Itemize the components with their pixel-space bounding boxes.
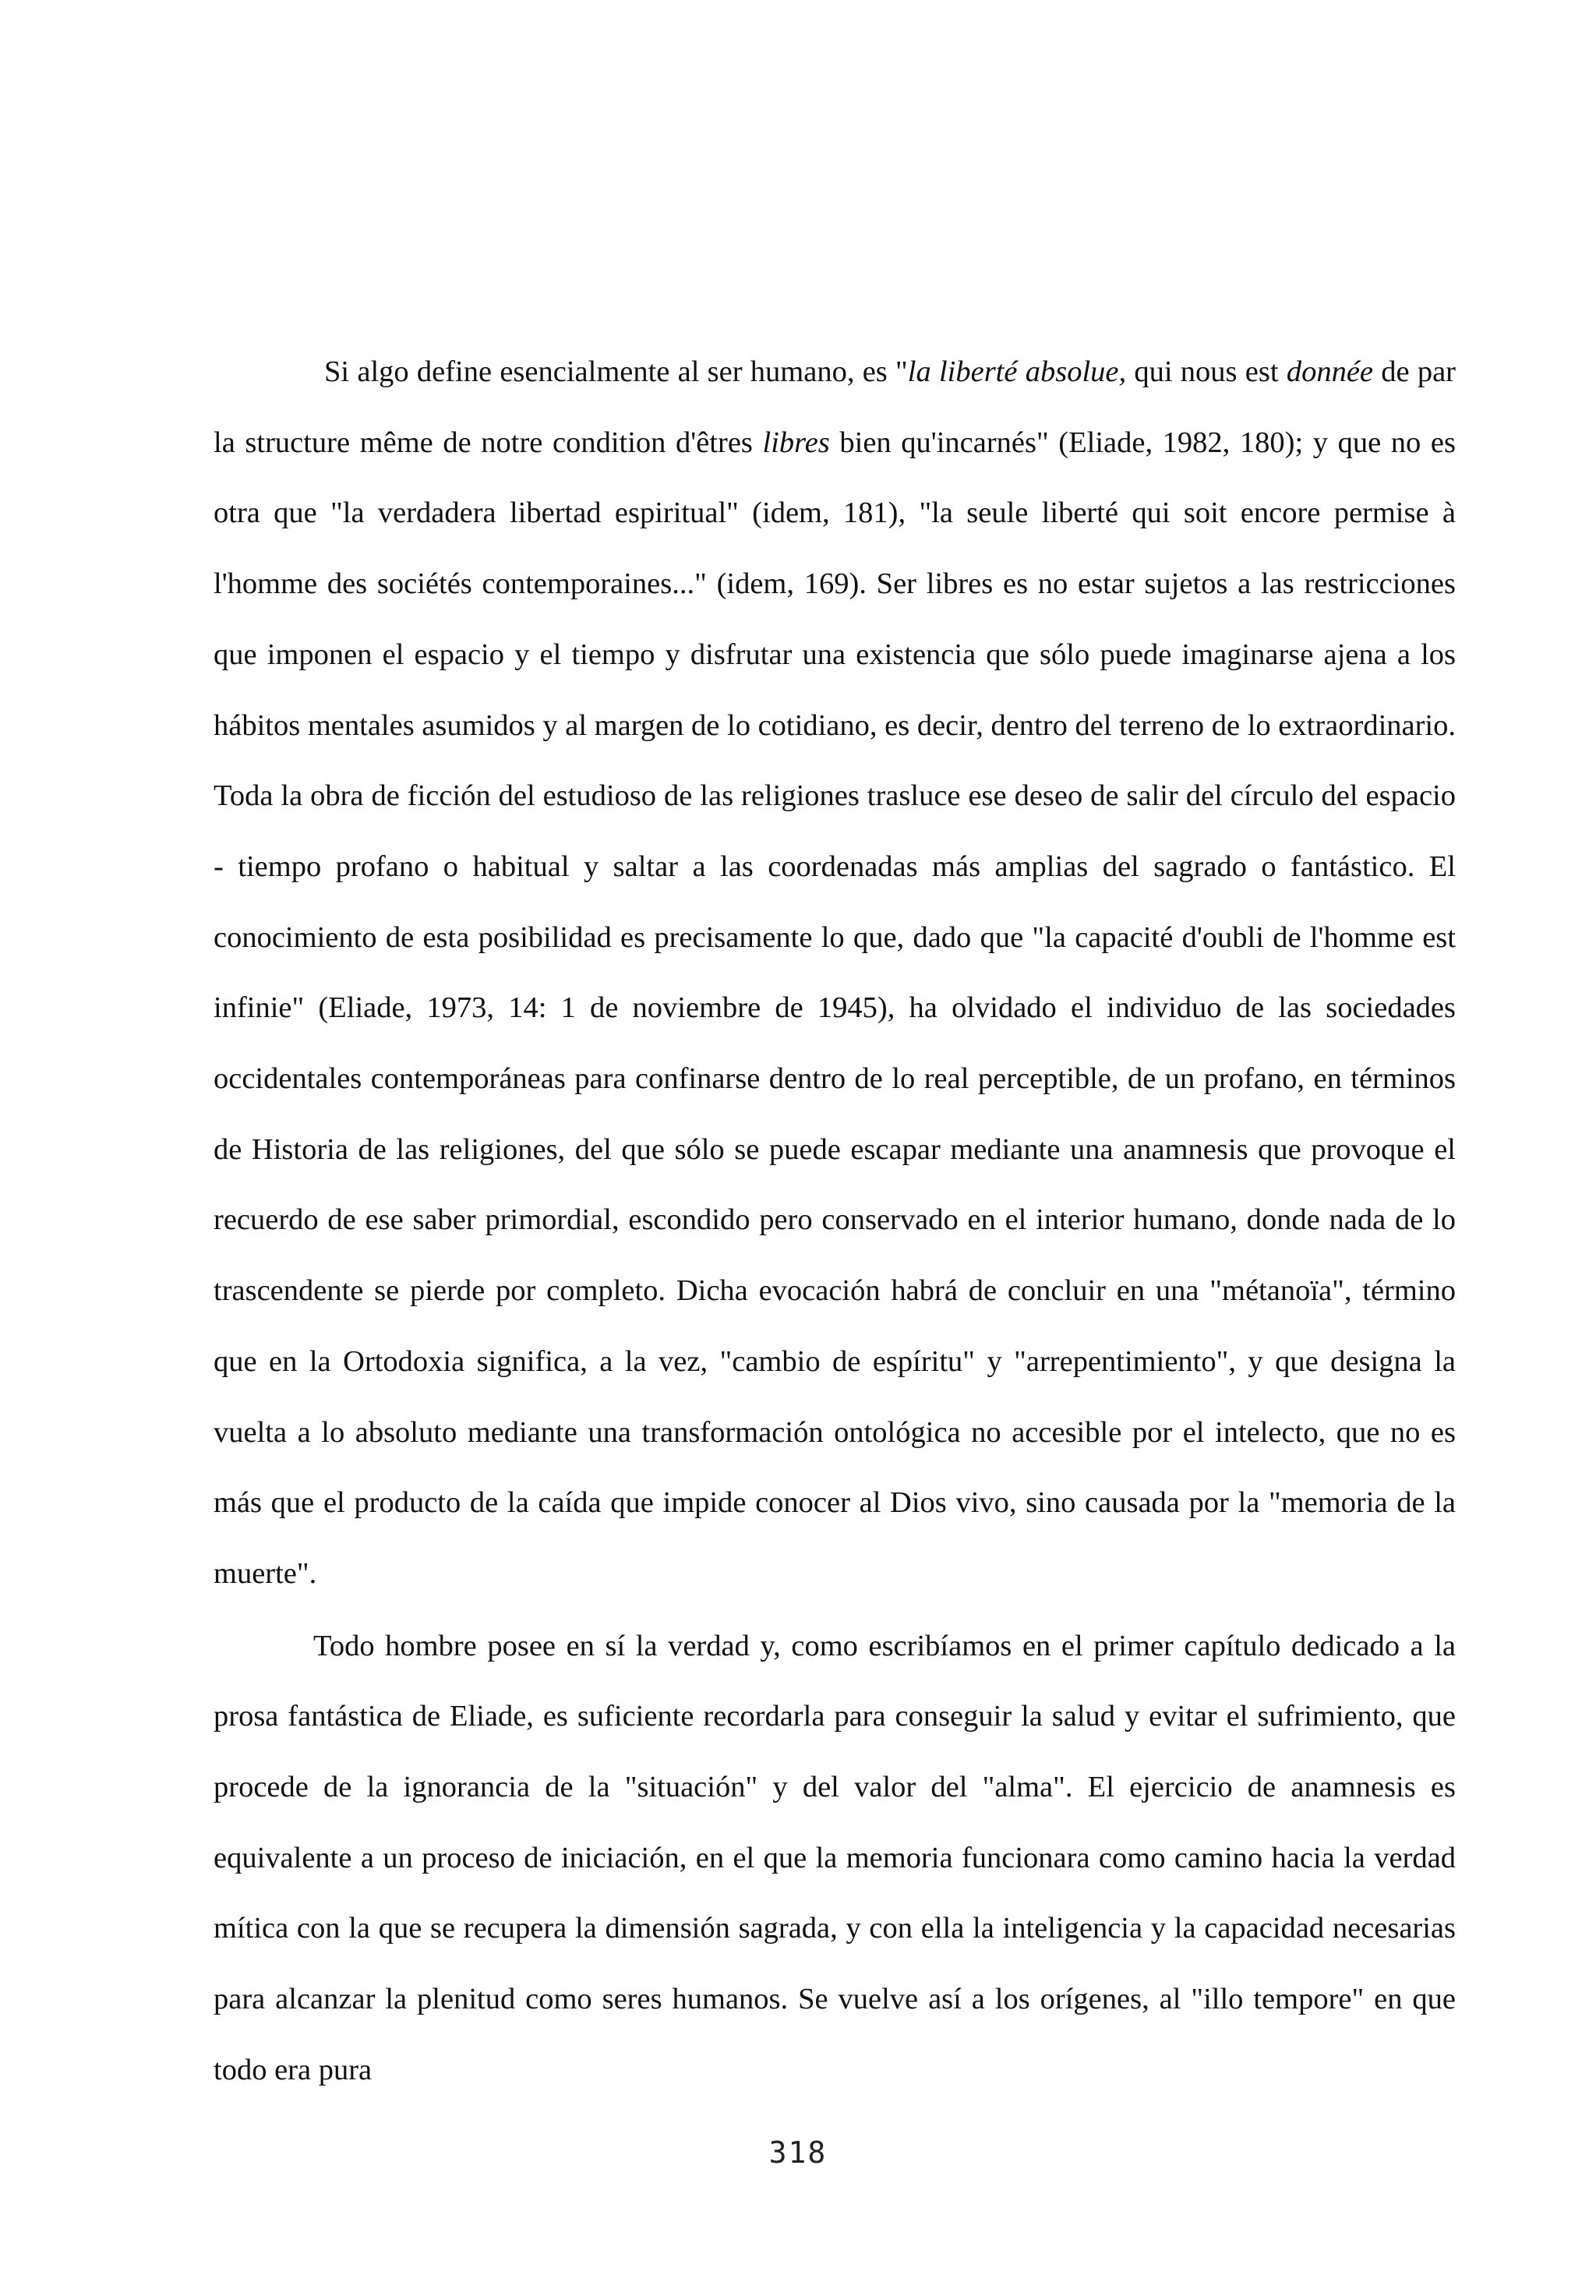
paragraph-1-text-a: Si algo define esencialmente al ser humano, es " — [324, 355, 908, 388]
paragraph-1-text-b: qui nous est — [1126, 355, 1287, 388]
paragraph-1 — [214, 337, 1456, 1609]
paragraph-1-italic-a: la liberté absolue, — [907, 355, 1127, 388]
paragraph-1-italic-b: donnée — [1286, 355, 1373, 388]
page-body — [214, 337, 1456, 2106]
paragraph-1-text-d: bien qu'incarnés" (Eliade, 1982, 180); y que no es otra que "la verdadera libertad espiritual" (idem, 181), "la seule liberté qui soit encore permise à l'homme des sociétés contemporaines..." (idem, 169). Ser libres es no estar sujetos a las restricciones que imponen el espacio y el tiempo y disfrutar una existencia que sólo puede imaginarse ajena a los hábitos mentales asumidos y al margen de lo cotidiano, es decir, dentro del terreno de lo extraordinario. Toda la obra de ficción del estudioso de las religiones trasluce ese deseo de salir del círculo del espacio - tiempo profano o habitual y saltar a las coordenadas más amplias del sagrado o fantástico. El conocimiento de esta posibilidad es precisamente lo que, dado que "la capacité d'oubli de l'homme est infinie" (Eliade, 1973, 14: 1 de noviembre de 1945), ha olvidado el individuo de las sociedades occidentales contemporáneas para confinarse dentro de lo real perceptible, de un profano, en términos de Historia de las religiones, del que sólo se puede escapar mediante una anamnesis que provoque el recuerdo de ese saber primordial, escondido pero conservado en el interior humano, donde nada de lo trascendente se pierde por completo. Dicha evocación habrá de concluir en una "métanoïa", término que en la Ortodoxia significa, a la vez, "cambio de espíritu" y "arrepentimiento", y que designa la vuelta a lo absoluto mediante una transformación ontológica no accesible por el intelecto, que no es más que el producto de la caída que impide conocer al Dios vivo, sino causada por la "memoria de la muerte". — [214, 426, 1456, 1590]
page-number: 318 — [768, 2135, 828, 2170]
paragraph-1-text-c: de par la structure même de notre condition d'êtres — [214, 355, 1456, 459]
paragraph-2: Todo hombre posee en sí la verdad y, como escribíamos en el primer capítulo dedicado a la prosa fantástica de Eliade, es suficiente recordarla para conseguir la salud y evitar el sufrimiento, que procede de la ignorancia de la "situación" y del valor del "alma". El ejercicio de anamnesis es equivalente a un proceso de iniciación, en el que la memoria funcionara como camino hacia la verdad mítica con la que se recupera la dimensión sagrada, y con ella la inteligencia y la capacidad necesarias para alcanzar la plenitud como seres humanos. Se vuelve así a los orígenes, al "illo tempore" en que todo era pura — [214, 1629, 1456, 2086]
paragraph-1-italic-c: libres — [762, 426, 830, 459]
